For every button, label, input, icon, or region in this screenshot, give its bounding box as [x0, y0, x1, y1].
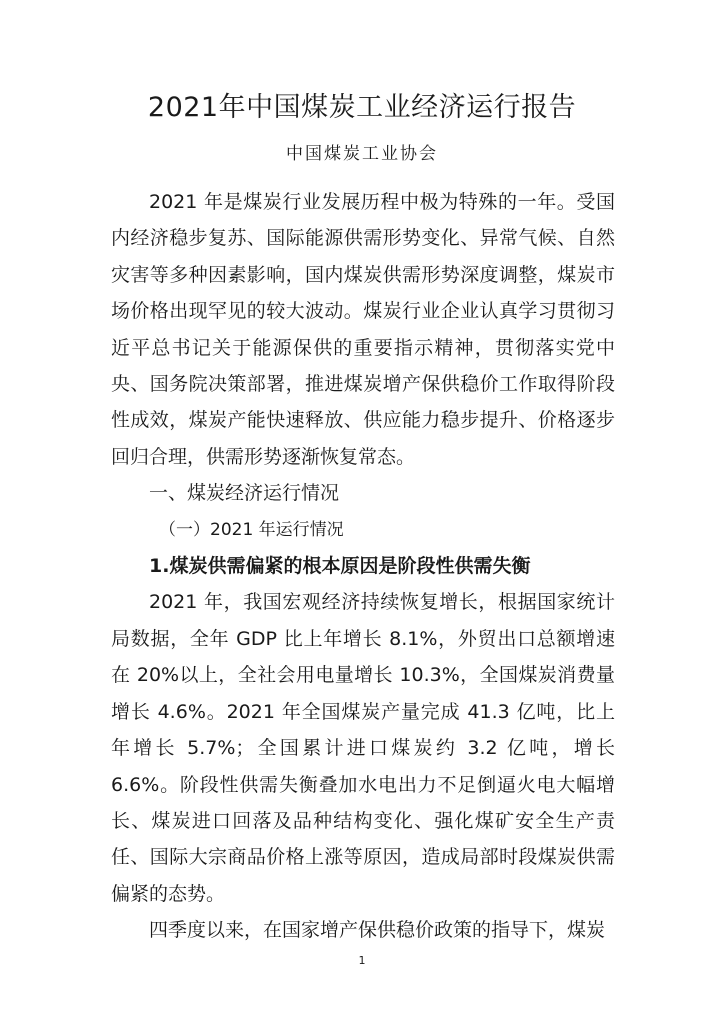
continued-paragraph: 四季度以来，在国家增产保供稳价政策的指导下，煤炭: [149, 919, 606, 942]
section-heading: 一、煤炭经济运行情况: [149, 482, 340, 505]
document-title: 2021年中国煤炭工业经济运行报告: [147, 92, 577, 123]
subsection-heading: （一）2021 年运行情况: [159, 519, 344, 540]
document-author: 中国煤炭工业协会: [286, 144, 438, 164]
document-body: [111, 184, 615, 949]
point-heading: 1.煤炭供需偏紧的根本原因是阶段性供需失衡: [149, 555, 531, 578]
point-paragraph: 2021 年，我国宏观经济持续恢复增长，根据国家统计局数据，全年 GDP 比上年增长 8.1%，外贸出口总额增速在 20%以上，全社会用电量增长 10.3%，全国煤炭消费量增长 4.6%。2021 年全国煤炭产量完成 41.3 亿吨，比上年增长 5.7%；全国累计进口煤炭约 3.2 亿吨，增长 6.6%。阶段性供需失衡叠加水电出力不足倒逼火电大幅增长、煤炭进口回落及品种结构变化、强化煤矿安全生产责任、国际大宗商品价格上涨等原因，造成局部时段煤炭供需偏紧的态势。: [111, 591, 615, 905]
page-number: 1: [358, 954, 366, 967]
intro-paragraph: 2021 年是煤炭行业发展历程中极为特殊的一年。受国内经济稳步复苏、国际能源供需形势变化、异常气候、自然灾害等多种因素影响，国内煤炭供需形势深度调整，煤炭市场价格出现罕见的较大波动。煤炭行业企业认真学习贯彻习近平总书记关于能源保供的重要指示精神，贯彻落实党中央、国务院决策部署，推进煤炭增产保供稳价工作取得阶段性成效，煤炭产能快速释放、供应能力稳步提升、价格逐步回归合理，供需形势逐渐恢复常态。: [111, 191, 615, 468]
